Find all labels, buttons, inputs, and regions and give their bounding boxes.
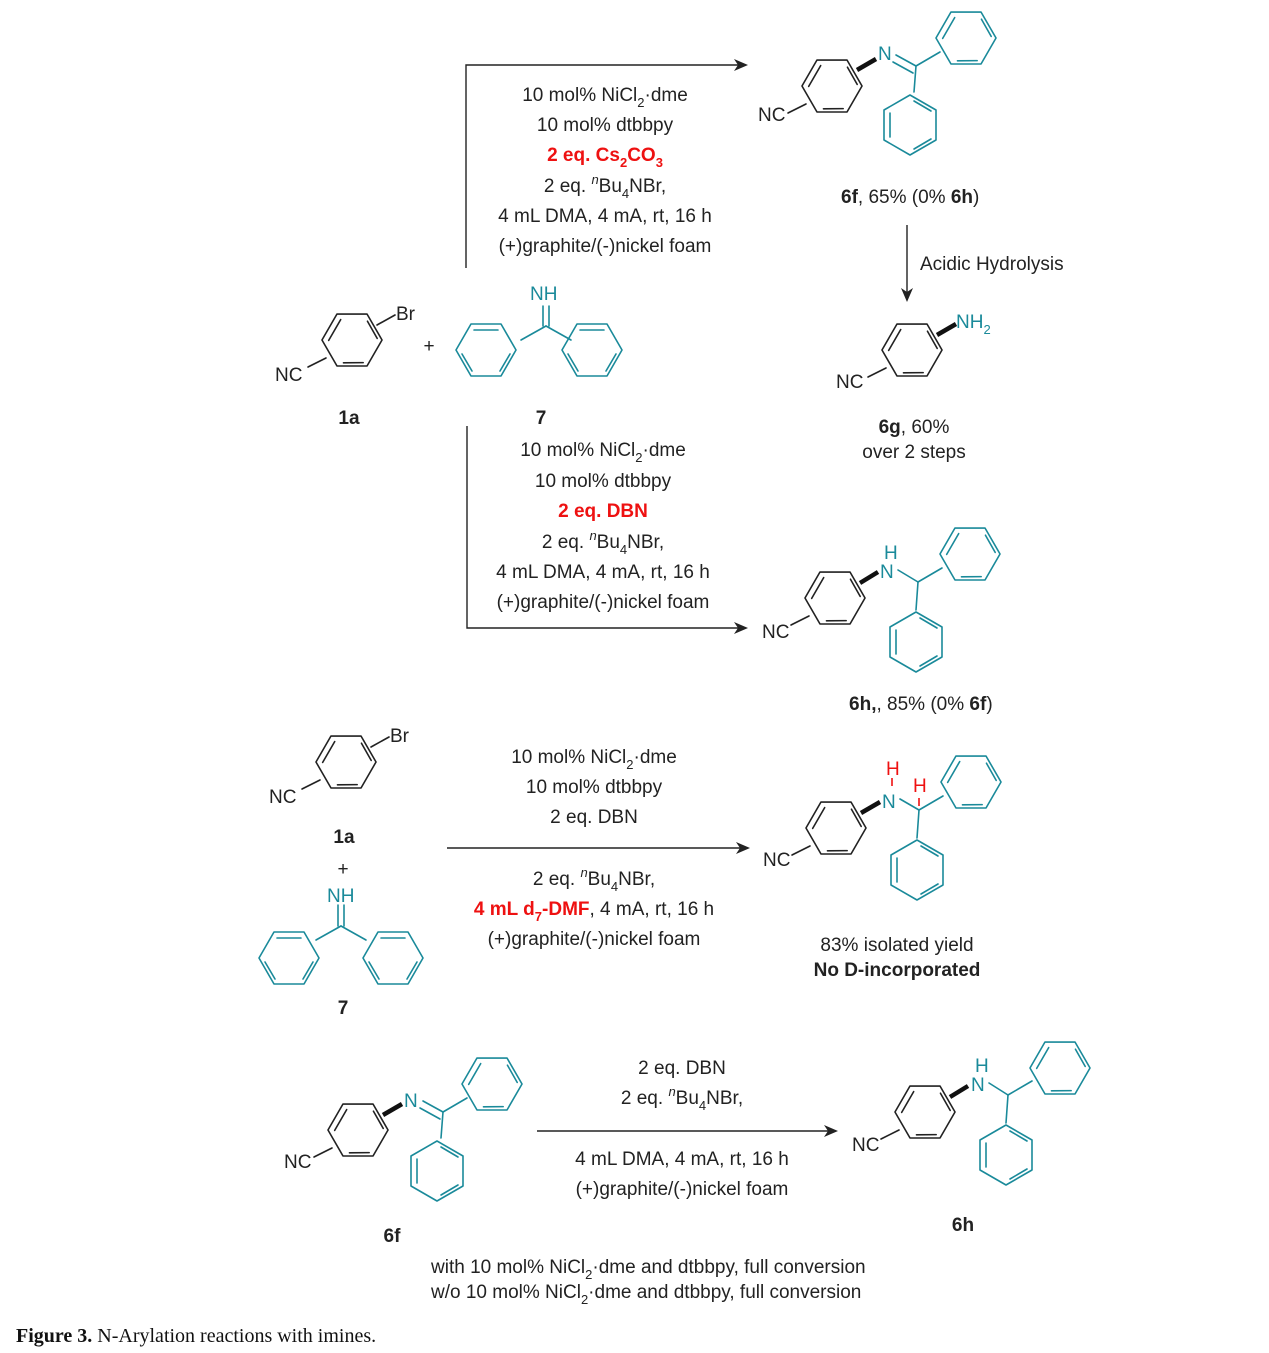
svg-text:2 eq. DBN: 2 eq. DBN: [638, 1058, 726, 1079]
nitrile-label: NC: [758, 105, 786, 126]
control-6f-structure: [284, 1045, 530, 1201]
yield-6f: 6f, 65% (0% 6h): [841, 187, 980, 208]
svg-text:4 mL d7-DMF, 4 mA, rt, 16 h: 4 mL $d_7$-DMF, 4 mA, rt, 16 h: [473, 899, 715, 924]
hydrolysis-arrow: [901, 225, 913, 302]
top-conditions: [498, 85, 712, 257]
svg-text:NC: NC: [836, 372, 864, 393]
svg-text:2 eq. DBN: 2 eq. DBN: [550, 807, 638, 828]
svg-text:4 mL DMA, 4 mA, rt, 16 h: 4 mL DMA, 4 mA, rt, 16 h: [498, 206, 712, 227]
deut-imine-7-structure: [259, 886, 423, 984]
deut-result-yield: 83% isolated yield: [820, 935, 974, 956]
caption-text: N-Arylation reactions with imines.: [97, 1325, 377, 1347]
svg-text:2 eq. nBu4NBr,: 2 eq. $^nBu_4NBr$,: [541, 528, 665, 557]
plus-sign: +: [423, 336, 435, 357]
svg-text:NC: NC: [763, 850, 791, 871]
deut-label-7: 7: [337, 998, 349, 1019]
svg-text:(+)graphite/(-)nickel foam: (+)graphite/(-)nickel foam: [487, 929, 701, 950]
product-6h-structure: [762, 515, 1008, 672]
svg-text:NC: NC: [852, 1135, 880, 1156]
bottom-conditions: [496, 440, 710, 613]
svg-text:2 eq. Cs2CO3: 2 eq. $Cs_2CO_3$: [547, 145, 663, 170]
imine-nitrogen-label: N: [878, 44, 892, 65]
svg-text:10 mol% dtbbpy: 10 mol% dtbbpy: [536, 115, 674, 136]
svg-text:w/o 10 mol% NiCl2·dme and dtbb: w/o 10 mol% NiCl$_2$·dme and dtbbpy, full conversion: [431, 1282, 862, 1307]
svg-text:Br: Br: [390, 726, 409, 747]
svg-text:N: N: [880, 562, 894, 583]
svg-text:NC: NC: [275, 365, 303, 386]
deut-result-note: No D-incorporated: [813, 960, 981, 981]
svg-text:2 eq. nBu4NBr,: 2 eq. $^nBu_4NBr$,: [532, 865, 656, 894]
svg-text:(+)graphite/(-)nickel foam: (+)graphite/(-)nickel foam: [498, 236, 712, 257]
svg-text:10 mol% dtbbpy: 10 mol% dtbbpy: [525, 777, 663, 798]
svg-text:10 mol% NiCl2·dme: 10 mol% NiCl$_2$·dme: [511, 747, 677, 772]
control-label-6h: 6h: [951, 1215, 975, 1236]
deut-plus: +: [337, 859, 349, 880]
control-notes: [430, 1257, 866, 1307]
svg-text:N: N: [882, 792, 896, 813]
svg-text:H: H: [884, 543, 898, 564]
product-6f-structure: [758, 0, 1004, 155]
start-1a-structure: [275, 301, 416, 386]
svg-text:H: H: [975, 1056, 989, 1077]
yield-6h: 6h,, 85% (0% 6f): [849, 694, 993, 715]
svg-text:NC: NC: [762, 622, 790, 643]
control-6h-structure: [852, 1029, 1098, 1185]
label-7: 7: [535, 408, 547, 429]
svg-text:(+)graphite/(-)nickel foam: (+)graphite/(-)nickel foam: [496, 592, 710, 613]
svg-text:4 mL DMA, 4 mA, rt, 16 h: 4 mL DMA, 4 mA, rt, 16 h: [496, 562, 710, 583]
svg-text:N: N: [971, 1075, 985, 1096]
svg-text:Br: Br: [396, 304, 415, 325]
figure-caption: [16, 1325, 376, 1348]
svg-text:2 eq. nBu4NBr,: 2 eq. $^nBu_4NBr$,: [620, 1084, 744, 1113]
svg-text:with 10 mol% NiCl2·dme and dtb: with 10 mol% NiCl$_2$·dme and dtbbpy, full conversion: [431, 1257, 866, 1282]
svg-text:10 mol% dtbbpy: 10 mol% dtbbpy: [534, 471, 672, 492]
deut-label-1a: 1a: [333, 827, 355, 848]
svg-text:NH2: $NH_2$: [956, 312, 991, 337]
svg-text:2 eq. DBN: 2 eq. DBN: [558, 501, 648, 522]
imine-7-structure: [456, 284, 622, 376]
svg-text:10 mol% NiCl2·dme: 10 mol% NiCl$_2$·dme: [520, 440, 686, 465]
deut-product-structure: [763, 743, 1009, 900]
control-label-6f: 6f: [383, 1226, 401, 1247]
control-conditions: [575, 1058, 789, 1200]
svg-text:H: H: [913, 776, 927, 797]
label-1a: 1a: [338, 408, 360, 429]
svg-text:4 mL DMA, 4 mA, rt, 16 h: 4 mL DMA, 4 mA, rt, 16 h: [575, 1149, 789, 1170]
deut-reaction-arrow: [447, 842, 750, 854]
svg-text:N: N: [404, 1091, 418, 1112]
svg-text:NH: NH: [530, 284, 558, 305]
hydrolysis-label: Acidic Hydrolysis: [920, 254, 1064, 275]
svg-text:NC: NC: [269, 787, 297, 808]
control-reaction-arrow: [537, 1125, 838, 1137]
product-6g-structure: [836, 311, 991, 393]
svg-text:(+)graphite/(-)nickel foam: (+)graphite/(-)nickel foam: [575, 1179, 789, 1200]
yield-6g-steps: over 2 steps: [862, 442, 966, 463]
svg-text:H: H: [886, 759, 900, 780]
deut-1a-structure: [269, 723, 410, 808]
svg-text:NC: NC: [284, 1152, 312, 1173]
yield-6g: 6g, 60%: [878, 417, 950, 438]
svg-text:NH: NH: [327, 886, 355, 907]
svg-text:2 eq. nBu4NBr,: 2 eq. $^nBu_4NBr$,: [543, 172, 667, 201]
svg-text:10 mol% NiCl2·dme: 10 mol% NiCl$_2$·dme: [522, 85, 688, 110]
caption-label: Figure 3.: [16, 1325, 93, 1347]
